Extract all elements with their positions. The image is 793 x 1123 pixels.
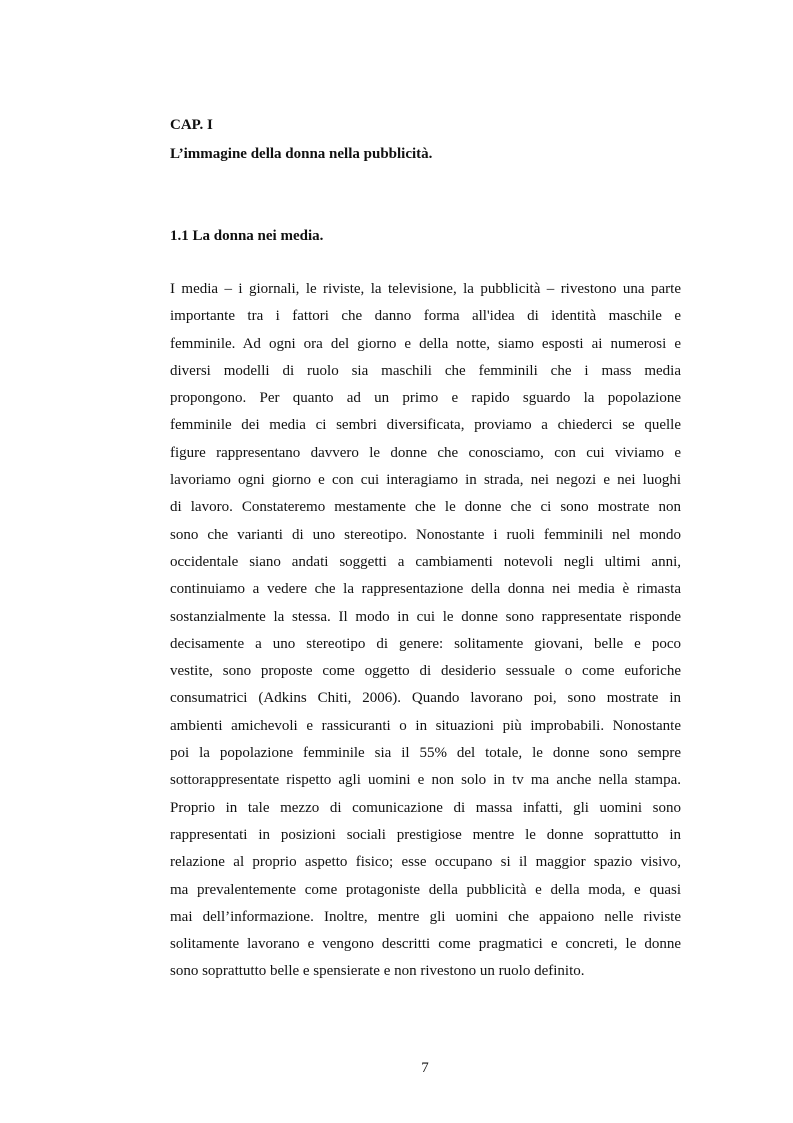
paragraph-line: rappresentati in posizioni sociali prestigiose mentre le donne soprattutto in: [170, 826, 681, 843]
paragraph-line: decisamente a uno stereotipo di genere: solitamente giovani, belle e poco: [170, 635, 681, 652]
paragraph-line: lavoriamo ogni giorno e con cui interagiamo in strada, nei negozi e nei luoghi: [170, 472, 681, 489]
body-paragraph: [170, 276, 681, 986]
paragraph-line: femminile. Ad ogni ora del giorno e della notte, siamo esposti ai numerosi e: [170, 335, 681, 352]
paragraph-line: vestite, sono proposte come oggetto di desiderio sessuale o come euforiche: [170, 663, 681, 680]
paragraph-line: diversi modelli di ruolo sia maschili che femminili che i mass media: [170, 362, 681, 379]
paragraph-line: ma prevalentemente come protagoniste della pubblicità e della moda, e quasi: [170, 881, 681, 898]
chapter-label: CAP. I: [170, 117, 213, 133]
paragraph-line: propongono. Per quanto ad un primo e rapido sguardo la popolazione: [170, 390, 681, 407]
paragraph-line: consumatrici (Adkins Chiti, 2006). Quando lavorano poi, sono mostrate in: [170, 690, 681, 707]
paragraph-line: femminile dei media ci sembri diversificata, proviamo a chiederci se quelle: [170, 417, 681, 434]
paragraph-line: relazione al proprio aspetto fisico; esse occupano si il maggior spazio visivo,: [170, 854, 681, 871]
paragraph-line: sostanzialmente la stessa. Il modo in cui le donne sono rappresentate risponde: [170, 608, 681, 625]
paragraph-line: poi la popolazione femminile sia il 55% del totale, le donne sono sempre: [170, 745, 681, 762]
paragraph-line: Proprio in tale mezzo di comunicazione di massa infatti, gli uomini sono: [170, 799, 681, 816]
paragraph-line: solitamente lavorano e vengono descritti come pragmatici e concreti, le donne: [170, 936, 681, 953]
paragraph-line: mai dell’informazione. Inoltre, mentre gli uomini che appaiono nelle riviste: [170, 908, 681, 925]
paragraph-line: importante tra i fattori che danno forma all'idea di identità maschile e: [170, 308, 681, 325]
paragraph-line: sono che varianti di uno stereotipo. Nonostante i ruoli femminili nel mondo: [170, 526, 681, 543]
paragraph-line: I media – i giornali, le riviste, la televisione, la pubblicità – rivestono una parte: [170, 281, 681, 297]
paragraph-line: di lavoro. Constateremo mestamente che le donne che ci sono mostrate non: [170, 499, 681, 516]
paragraph-line: sottorappresentate rispetto agli uomini e non solo in tv ma anche nella stampa.: [170, 772, 681, 789]
paragraph-line: continuiamo a vedere che la rappresentazione della donna nei media è rimasta: [170, 581, 681, 598]
section-heading: 1.1 La donna nei media.: [170, 228, 324, 244]
chapter-title: L’immagine della donna nella pubblicità.: [170, 146, 433, 162]
paragraph-line: sono soprattutto belle e spensierate e non rivestono un ruolo definito.: [170, 963, 585, 980]
page-number: 7: [421, 1060, 429, 1076]
paragraph-line: figure rappresentano davvero le donne che conosciamo, con cui viviamo e: [170, 444, 681, 461]
paragraph-line: ambienti amichevoli e rassicuranti o in situazioni più improbabili. Nonostante: [170, 717, 681, 734]
paragraph-line: occidentale siano andati soggetti a cambiamenti notevoli negli ultimi anni,: [170, 553, 681, 570]
